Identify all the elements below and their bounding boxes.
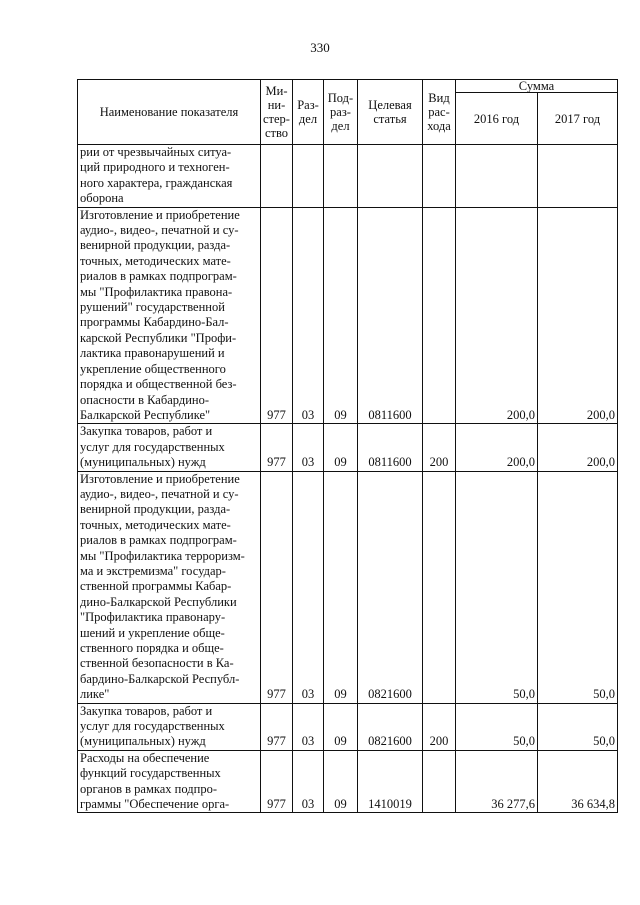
row-subsection: 09 xyxy=(324,207,358,424)
row-subsection: 09 xyxy=(324,424,358,471)
row-ministry xyxy=(261,145,293,208)
row-expense-type xyxy=(423,207,456,424)
row-ministry: 977 xyxy=(261,750,293,813)
row-ministry: 977 xyxy=(261,471,293,703)
header-target-article: Целевая статья xyxy=(358,80,423,145)
row-target: 0811600 xyxy=(358,424,423,471)
row-target: 0821600 xyxy=(358,471,423,703)
row-sum-2016 xyxy=(456,145,538,208)
row-expense-type: 200 xyxy=(423,424,456,471)
row-name: Закупка товаров, работ и услуг для государственных (муниципальных) нужд xyxy=(78,424,261,471)
row-target: 0821600 xyxy=(358,703,423,750)
row-name: рии от чрезвычайных ситуа- ций природного и техноген- ного характера, гражданская оборона xyxy=(78,145,261,208)
header-ministry: Ми- ни- стер- ство xyxy=(261,80,293,145)
row-expense-type: 200 xyxy=(423,703,456,750)
table-row xyxy=(78,471,618,703)
row-sum-2016: 50,0 xyxy=(456,703,538,750)
table-header xyxy=(78,80,618,145)
header-name: Наименование показателя xyxy=(78,80,261,145)
row-section: 03 xyxy=(293,424,324,471)
table-row xyxy=(78,145,618,208)
row-sum-2017: 50,0 xyxy=(538,703,618,750)
table-row xyxy=(78,703,618,750)
row-expense-type xyxy=(423,750,456,813)
row-expense-type xyxy=(423,145,456,208)
row-subsection: 09 xyxy=(324,703,358,750)
header-year-2016: 2016 год xyxy=(456,93,538,145)
row-sum-2017 xyxy=(538,145,618,208)
row-ministry: 977 xyxy=(261,703,293,750)
budget-table xyxy=(77,79,618,813)
row-sum-2016: 36 277,6 xyxy=(456,750,538,813)
table-body xyxy=(78,145,618,813)
header-subsection: Под- раз- дел xyxy=(324,80,358,145)
row-subsection: 09 xyxy=(324,471,358,703)
table-row xyxy=(78,424,618,471)
header-year-2017: 2017 год xyxy=(538,93,618,145)
row-sum-2016: 200,0 xyxy=(456,207,538,424)
row-name: Изготовление и приобретение аудио-, видео-, печатной и су- венирной продукции, разда- точных, методических мате- риалов в рамках подпрограм- мы "Профилактика правона- рушений" государственной программы Кабардино-Бал- карской Республики "Профи- лактика правонарушений и укрепление общественного порядка и общественной без- опасности в Кабардино- Балкарской Республике" xyxy=(78,207,261,424)
header-sum: Сумма xyxy=(456,80,618,93)
table-row xyxy=(78,750,618,813)
row-sum-2017: 50,0 xyxy=(538,471,618,703)
row-name: Изготовление и приобретение аудио-, видео-, печатной и су- венирной продукции, разда- точных, методических мате- риалов в рамках подпрограм- мы "Профилактика терроризм- ма и экстремизма" государ- ственной программы Кабар- дино-Балкарской Республики "Профилактика правонару- шений и укрепление обще- ственного порядка и обще- ственной безопасности в Ка- бардино-Балкарской Республ- лике" xyxy=(78,471,261,703)
header-expense-type: Вид рас- хода xyxy=(423,80,456,145)
row-ministry: 977 xyxy=(261,424,293,471)
row-section: 03 xyxy=(293,750,324,813)
row-sum-2017: 36 634,8 xyxy=(538,750,618,813)
table-row xyxy=(78,207,618,424)
row-expense-type xyxy=(423,471,456,703)
row-sum-2016: 200,0 xyxy=(456,424,538,471)
row-target xyxy=(358,145,423,208)
row-name: Закупка товаров, работ и услуг для государственных (муниципальных) нужд xyxy=(78,703,261,750)
header-section: Раз- дел xyxy=(293,80,324,145)
row-sum-2017: 200,0 xyxy=(538,207,618,424)
row-target: 0811600 xyxy=(358,207,423,424)
row-subsection xyxy=(324,145,358,208)
row-sum-2017: 200,0 xyxy=(538,424,618,471)
row-ministry: 977 xyxy=(261,207,293,424)
row-section: 03 xyxy=(293,471,324,703)
row-section xyxy=(293,145,324,208)
row-subsection: 09 xyxy=(324,750,358,813)
page-number: 330 xyxy=(310,40,330,55)
row-section: 03 xyxy=(293,703,324,750)
row-target: 1410019 xyxy=(358,750,423,813)
row-sum-2016: 50,0 xyxy=(456,471,538,703)
row-section: 03 xyxy=(293,207,324,424)
row-name: Расходы на обеспечение функций государственных органов в рамках подпро- граммы "Обеспечение орга- xyxy=(78,750,261,813)
